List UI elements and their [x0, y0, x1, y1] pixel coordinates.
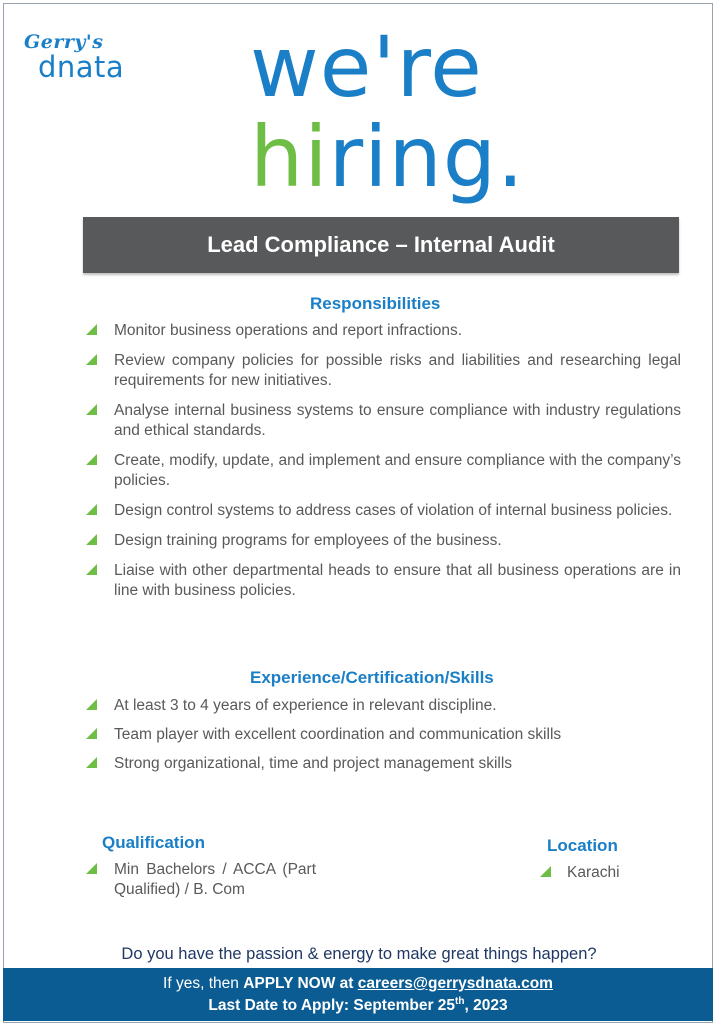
list-item: Strong organizational, time and project management skills [86, 754, 681, 774]
responsibilities-heading: Responsibilities [310, 294, 441, 313]
qualification-heading: Qualification [102, 833, 205, 852]
list-item: Karachi [540, 863, 620, 883]
responsibilities-list [86, 321, 681, 611]
location-list [540, 863, 620, 883]
bullet-triangle-icon [86, 699, 97, 710]
bullet-triangle-icon [86, 534, 97, 545]
job-title: Lead Compliance – Internal Audit [207, 232, 555, 257]
bullet-triangle-icon [86, 454, 97, 465]
hiring-headline [250, 18, 525, 206]
qualification-list [86, 860, 316, 900]
list-item: Design control systems to address cases of violation of internal business policies. [86, 501, 681, 521]
list-item: Design training programs for employees of the business. [86, 531, 681, 551]
list-item: Min Bachelors / ACCA (Part Qualified) / B. Com [86, 860, 316, 900]
bullet-triangle-icon [86, 404, 97, 415]
list-item: Create, modify, update, and implement and ensure compliance with the company’s policies. [86, 451, 681, 491]
bullet-triangle-icon [86, 504, 97, 515]
logo-gerrys-text: Gerry's [24, 31, 104, 53]
bullet-triangle-icon [86, 354, 97, 365]
bullet-triangle-icon [86, 863, 97, 874]
apply-line: If yes, then APPLY NOW at careers@gerrysdnata.com [163, 975, 553, 992]
bullet-triangle-icon [86, 728, 97, 739]
passion-tagline: Do you have the passion & energy to make great things happen? [121, 945, 597, 963]
list-item: At least 3 to 4 years of experience in relevant discipline. [86, 696, 681, 716]
job-title-banner [83, 217, 679, 273]
headline-green-part: hi [250, 108, 329, 206]
headline-line-1: we're [250, 18, 483, 116]
bullet-triangle-icon [540, 866, 551, 877]
list-item: Liaise with other departmental heads to ensure that all business operations are in line with business policies. [86, 561, 681, 601]
headline-line-2 [250, 108, 525, 206]
list-item: Monitor business operations and report infractions. [86, 321, 681, 341]
bullet-triangle-icon [86, 564, 97, 575]
list-item: Analyse internal business systems to ensure compliance with industry regulations and ethical standards. [86, 401, 681, 441]
list-item: Team player with excellent coordination and communication skills [86, 725, 681, 745]
apply-footer [3, 968, 713, 1021]
location-heading: Location [547, 836, 618, 855]
logo-dnata-text: dnata [38, 50, 125, 84]
bullet-triangle-icon [86, 324, 97, 335]
company-logo [24, 32, 134, 88]
list-item: Review company policies for possible risks and liabilities and researching legal requirements for new initiatives. [86, 351, 681, 391]
careers-email-link[interactable]: careers@gerrysdnata.com [357, 975, 553, 992]
deadline-line: Last Date to Apply: September 25th, 2023 [208, 995, 508, 1014]
experience-list [86, 696, 681, 783]
bullet-triangle-icon [86, 757, 97, 768]
headline-blue-part: ring. [328, 108, 525, 206]
experience-heading: Experience/Certification/Skills [250, 668, 494, 687]
